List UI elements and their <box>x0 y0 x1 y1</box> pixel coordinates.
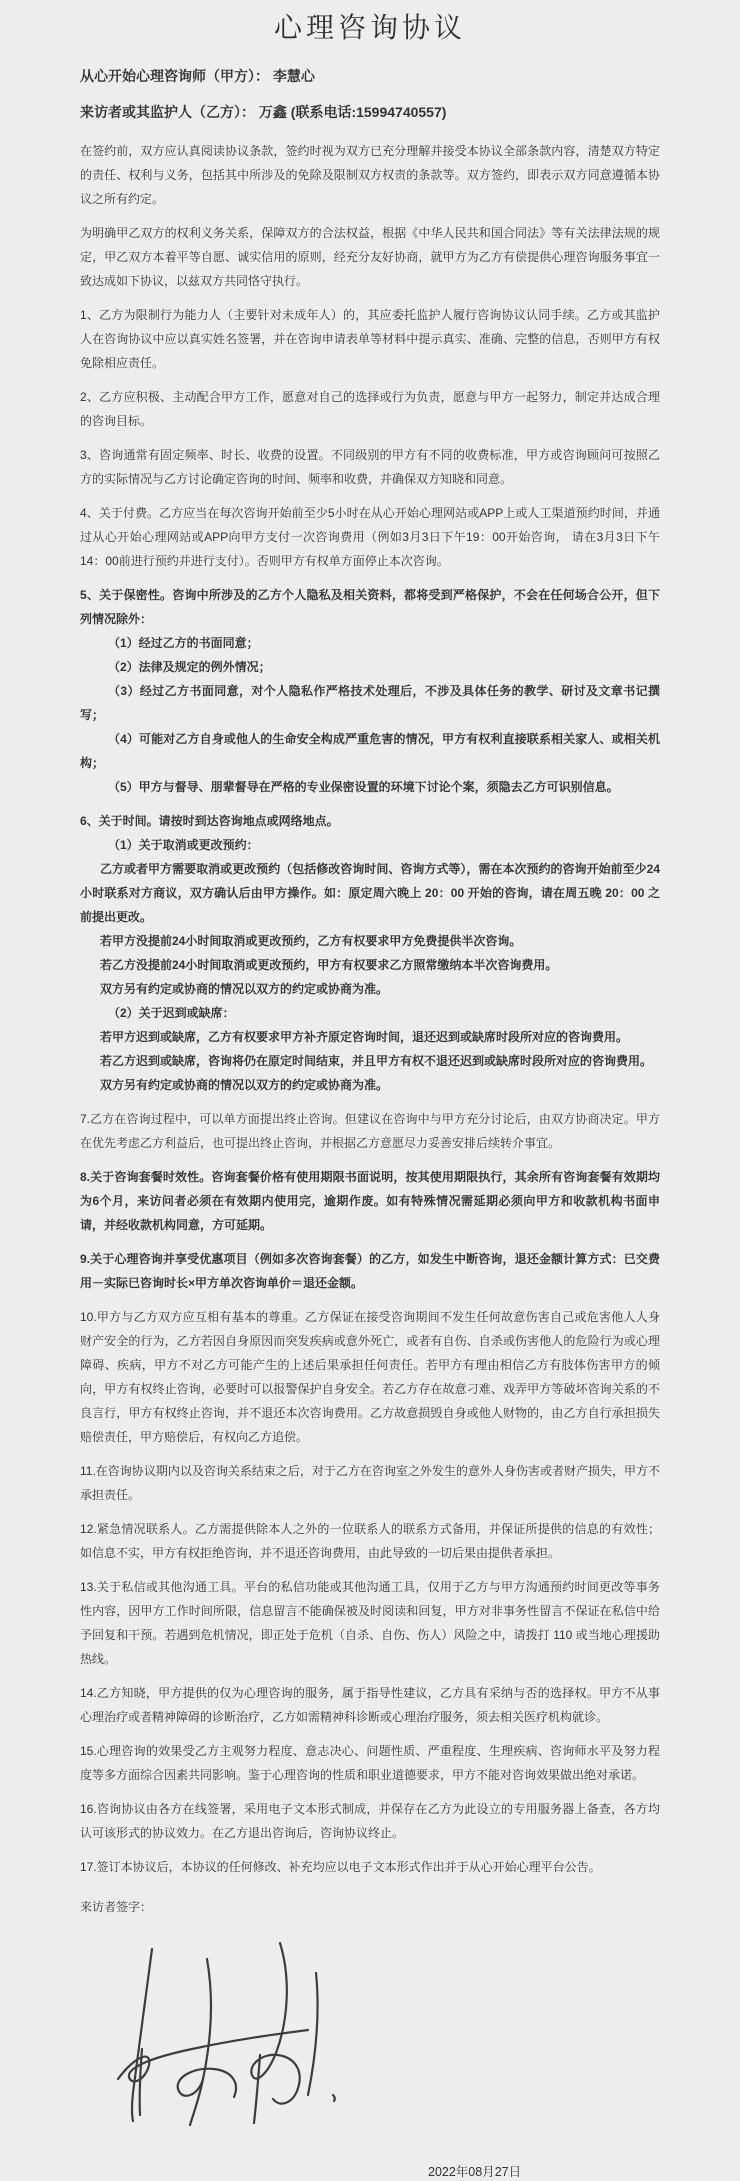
clause-paragraph: 若乙方没提前24小时间取消或更改预约，甲方有权要求乙方照常缴纳本半次咨询费用。 <box>100 958 558 972</box>
clause-paragraph: 若甲方没提前24小时间取消或更改预约，乙方有权要求甲方免费提供半次咨询。 <box>100 934 522 948</box>
clause-paragraph: 9.关于心理咨询并享受优惠项目（例如多次咨询套餐）的乙方，如发生中断咨询，退还金额计算方式：已交费用－实际已咨询时长×甲方单次咨询单价＝退还金额。 <box>80 1252 660 1290</box>
visitor-signature-scribble <box>110 1937 350 2127</box>
page-title: 心理咨询协议 <box>273 12 466 43</box>
clause-paragraph: 7.乙方在咨询过程中，可以单方面提出终止咨询。但建议在咨询中与甲方充分讨论后，由双方协商决定。甲方在优先考虑乙方利益后，也可提出终止咨询，并根据乙方意愿尽力妥善安排后续转介事宜。 <box>80 1112 660 1150</box>
clauses-container <box>80 139 660 1879</box>
clause-paragraph: （1）经过乙方的书面同意； <box>108 636 259 650</box>
clause-paragraph: 若甲方迟到或缺席，乙方有权要求甲方补齐原定咨询时间，退还迟到或缺席时段所对应的咨询费用。 <box>100 1030 629 1044</box>
clause-paragraph: 为明确甲乙双方的权利义务关系，保障双方的合法权益，根据《中华人民共和国合同法》等有关法律法规的规定，甲乙双方本着平等自愿、诚实信用的原则，经充分友好协商，就甲方为乙方有偿提供心理咨询服务事宜一致达成如下协议，以兹双方共同恪守执行。 <box>80 226 660 288</box>
clause-paragraph: （2）法律及规定的例外情况； <box>108 660 271 674</box>
clause-paragraph: 5、关于保密性。咨询中所涉及的乙方个人隐私及相关资料，都将受到严格保护，不会在任何场合公开，但下列情况除外： <box>80 588 660 626</box>
clause-paragraph: 17.签订本协议后，本协议的任何修改、补充均应以电子文本形式作出并于从心开始心理平台公告。 <box>80 1860 601 1874</box>
clause-paragraph: 双方另有约定或协商的情况以双方的约定或协商为准。 <box>100 982 389 996</box>
party-b-line: 来访者或其监护人（乙方）： 万鑫 (联系电话:15994740557) <box>80 104 447 120</box>
clause-paragraph: （3）经过乙方书面同意，对个人隐私作严格技术处理后，不涉及具体任务的教学、研讨及文章书记撰写； <box>80 684 660 722</box>
clause-paragraph: 1、乙方为限制行为能力人（主要针对未成年人）的，其应委托监护人履行咨询协议认同手续。乙方或其监护人在咨询协议中应以真实姓名签署，并在咨询申请表单等材料中提示真实、准确、完整的信息，否则甲方有权免除相应责任。 <box>80 308 660 370</box>
signing-date: 2022年08月27日 <box>428 2165 522 2179</box>
clause-paragraph: 11.在咨询协议期内以及咨询关系结束之后，对于乙方在咨询室之外发生的意外人身伤害或者财产损失，甲方不承担责任。 <box>80 1464 660 1502</box>
clause-paragraph: 8.关于咨询套餐时效性。咨询套餐价格有使用期限书面说明，按其使用期限执行，其余所有咨询套餐有效期均为6个月，来访问者必须在有效期内使用完，逾期作废。如有特殊情况需延期必须向甲方和收款机构书面申请，并经收款机构同意，方可延期。 <box>80 1170 660 1232</box>
clause-paragraph: 若乙方迟到或缺席，咨询将仍在原定时间结束，并且甲方有权不退还迟到或缺席时段所对应的咨询费用。 <box>100 1054 653 1068</box>
clause-paragraph: 12.紧急情况联系人。乙方需提供除本人之外的一位联系人的联系方式备用，并保证所提供的信息的有效性；如信息不实，甲方有权拒绝咨询，并不退还咨询费用，由此导致的一切后果由提供者承担。 <box>80 1522 660 1560</box>
clause-paragraph: 2、乙方应积极、主动配合甲方工作，愿意对自己的选择或行为负责，愿意与甲方一起努力，制定并达成合理的咨询目标。 <box>80 390 660 428</box>
clause-paragraph: （2）关于迟到或缺席： <box>108 1006 235 1020</box>
signature-label: 来访者签字： <box>80 1900 153 1914</box>
clause-paragraph: 13.关于私信或其他沟通工具。平台的私信功能或其他沟通工具，仅用于乙方与甲方沟通预约时间更改等事务性内容，因甲方工作时间所限，信息留言不能确保被及时阅读和回复，甲方对非事务性留言不保证在私信中给予回复和干预。若遇到危机情况，即正处于危机（自杀、自伤、伤人）风险之中，请拨打 110 或当地心理援助热线。 <box>80 1580 660 1666</box>
signature-block <box>80 1895 660 2127</box>
party-a-line: 从心开始心理咨询师（甲方）： 李慧心 <box>80 68 315 84</box>
clause-paragraph: （5）甲方与督导、朋辈督导在严格的专业保密设置的环境下讨论个案，须隐去乙方可识别信息。 <box>108 780 619 794</box>
clause-paragraph: （4）可能对乙方自身或他人的生命安全构成严重危害的情况，甲方有权利直接联系相关家人、或相关机构； <box>80 732 660 770</box>
clause-paragraph: 3、咨询通常有固定频率、时长、收费的设置。不同级别的甲方有不同的收费标准，甲方或咨询顾问可按照乙方的实际情况与乙方讨论确定咨询的时间、频率和收费，并确保双方知晓和同意。 <box>80 448 660 486</box>
clause-paragraph: 乙方或者甲方需要取消或更改预约（包括修改咨询时间、咨询方式等），需在本次预约的咨询开始前至少24小时联系对方商议，双方确认后由甲方操作。如：原定周六晚上 20：00 开始的咨询，请在周五晚 20：00 之前提出更改。 <box>80 862 660 924</box>
clause-paragraph: 在签约前，双方应认真阅读协议条款，签约时视为双方已充分理解并接受本协议全部条款内容，清楚双方特定的责任、权利与义务，包括其中所涉及的免除及限制双方权责的条款等。双方签约，即表示双方同意遵循本协议之所有约定。 <box>80 144 660 206</box>
clause-paragraph: 4、关于付费。乙方应当在每次咨询开始前至少5小时在从心开始心理网站或APP上或人工渠道预约时间，并通过从心开始心理网站或APP向甲方支付一次咨询费用（例如3月3日下午19：00开始咨询， 请在3月3日下午14：00前进行预约并进行支付）。否则甲方有权单方面停止本次咨询。 <box>80 506 660 568</box>
clause-paragraph: 10.甲方与乙方双方应互相有基本的尊重。乙方保证在接受咨询期间不发生任何故意伤害自己或危害他人人身财产安全的行为，乙方若因自身原因而突发疾病或意外死亡，或者有自伤、自杀或伤害他人的危险行为或心理障碍、疾病，甲方不对乙方可能产生的上述后果承担任何责任。若甲方有理由相信乙方有肢体伤害甲方的倾向，甲方有权终止咨询，必要时可以报警保护自身安全。若乙方存在故意刁难、戏弄甲方等破坏咨询关系的不良言行，甲方有权终止咨询，并不退还本次咨询费用。乙方故意损毁自身或他人财物的，由乙方自行承担损失赔偿责任，甲方赔偿后，有权向乙方追偿。 <box>80 1310 660 1444</box>
clause-paragraph: 15.心理咨询的效果受乙方主观努力程度、意志决心、问题性质、严重程度、生理疾病、咨询师水平及努力程度等多方面综合因素共同影响。鉴于心理咨询的性质和职业道德要求，甲方不能对咨询效果做出绝对承诺。 <box>80 1744 660 1782</box>
clause-paragraph: （1）关于取消或更改预约： <box>108 838 259 852</box>
clause-paragraph: 14.乙方知晓，甲方提供的仅为心理咨询的服务，属于指导性建议，乙方具有采纳与否的选择权。甲方不从事心理治疗或者精神障碍的诊断治疗，乙方如需精神科诊断或心理治疗服务，须去相关医疗机构就诊。 <box>80 1686 660 1724</box>
clause-paragraph: 16.咨询协议由各方在线签署，采用电子文本形式制成，并保存在乙方为此设立的专用服务器上备查，各方均认可该形式的协议效力。在乙方退出咨询后，咨询协议终止。 <box>80 1802 660 1840</box>
clause-paragraph: 6、关于时间。请按时到达咨询地点或网络地点。 <box>80 814 339 828</box>
clause-paragraph: 双方另有约定或协商的情况以双方的约定或协商为准。 <box>100 1078 389 1092</box>
